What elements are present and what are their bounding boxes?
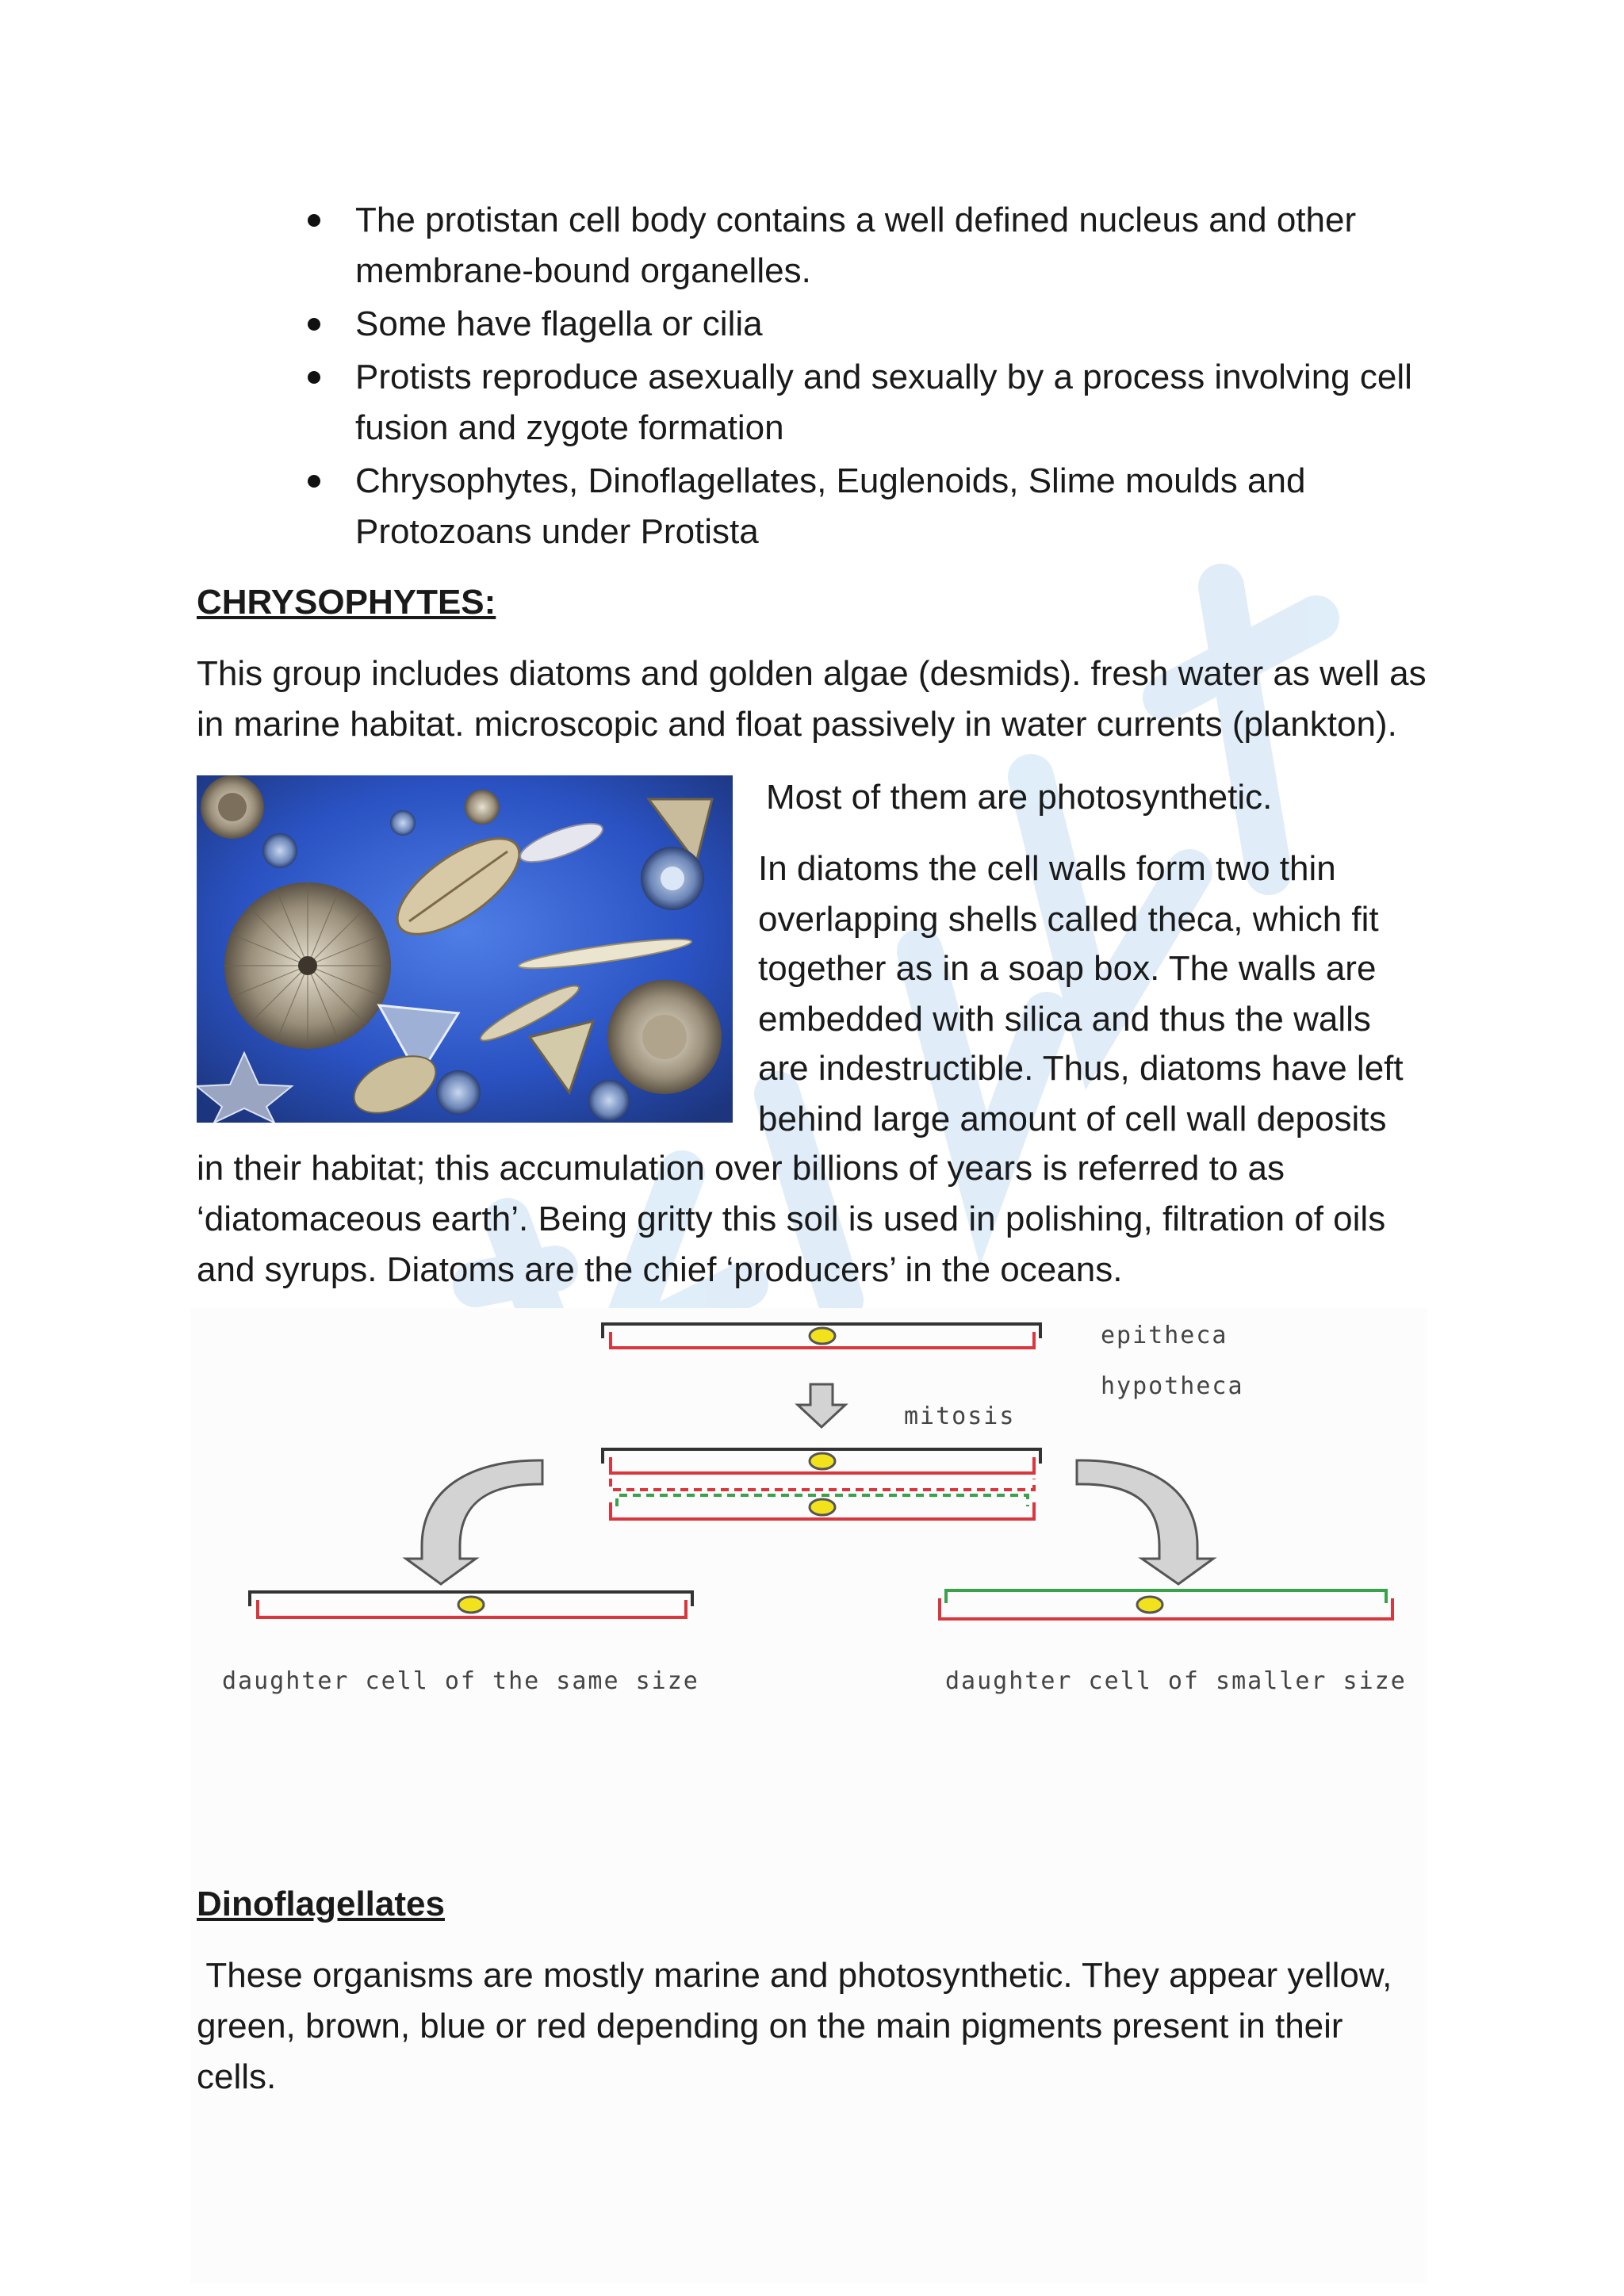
down-arrow-icon bbox=[798, 1384, 845, 1427]
photosynthetic-line: Most of them are photosynthetic. bbox=[766, 778, 1273, 817]
paragraph-line: and syrups. Diatoms are the chief ‘producers’ in the oceans. bbox=[197, 1250, 1123, 1289]
bullet-item: The protistan cell body contains a well defined nucleus and other membrane-bound organelles. bbox=[293, 195, 1435, 297]
paragraph-line: overlapping shells called theca, which fit bbox=[758, 900, 1379, 939]
bullet-item: Chrysophytes, Dinoflagellates, Euglenoids, Slime moulds and Protozoans under Protista bbox=[293, 456, 1435, 557]
diatom-photo bbox=[197, 775, 733, 1123]
paragraph-line: behind large amount of cell wall deposits bbox=[758, 1100, 1387, 1138]
right-daughter-caption: daughter cell of smaller size bbox=[945, 1667, 1407, 1695]
curved-arrow-right-icon bbox=[1077, 1460, 1213, 1584]
paragraph-line: green, brown, blue or red depending on the main pigments present in their bbox=[197, 2007, 1343, 2045]
mitosis-label: mitosis bbox=[904, 1402, 1016, 1430]
dinoflagellates-heading: Dinoflagellates bbox=[197, 1885, 445, 1923]
paragraph-line: embedded with silica and thus the walls bbox=[758, 1000, 1371, 1039]
epitheca-label: epitheca bbox=[1101, 1322, 1228, 1349]
bullet-item: Protists reproduce asexually and sexually by a process involving cell fusion and zygote formation bbox=[293, 352, 1435, 453]
curved-arrow-left-icon bbox=[406, 1460, 542, 1584]
left-daughter-caption: daughter cell of the same size bbox=[222, 1667, 699, 1695]
paragraph-line: in their habitat; this accumulation over billions of years is referred to as bbox=[197, 1149, 1285, 1188]
paragraph-line: In diatoms the cell walls form two thin bbox=[758, 849, 1336, 888]
paragraph-line: cells. bbox=[197, 2057, 277, 2096]
paragraph-line: ‘diatomaceous earth’. Being gritty this soil is used in polishing, filtration of oils bbox=[197, 1200, 1386, 1238]
chrysophytes-intro: This group includes diatoms and golden algae (desmids). fresh water as well as in marine habitat. microscopic and float passively in water currents (plankton). bbox=[197, 654, 1427, 744]
bullet-item: Some have flagella or cilia bbox=[293, 299, 1435, 350]
protista-features-list bbox=[293, 195, 1435, 560]
diatom-division-diagram bbox=[190, 1308, 1427, 1863]
paragraph-line: are indestructible. Thus, diatoms have left bbox=[758, 1049, 1404, 1088]
paragraph-line: These organisms are mostly marine and photosynthetic. They appear yellow, bbox=[197, 1956, 1392, 1995]
chrysophytes-heading: CHRYSOPHYTES: bbox=[197, 583, 496, 622]
hypotheca-label: hypotheca bbox=[1101, 1372, 1244, 1400]
paragraph-line: together as in a soap box. The walls are bbox=[758, 949, 1377, 988]
